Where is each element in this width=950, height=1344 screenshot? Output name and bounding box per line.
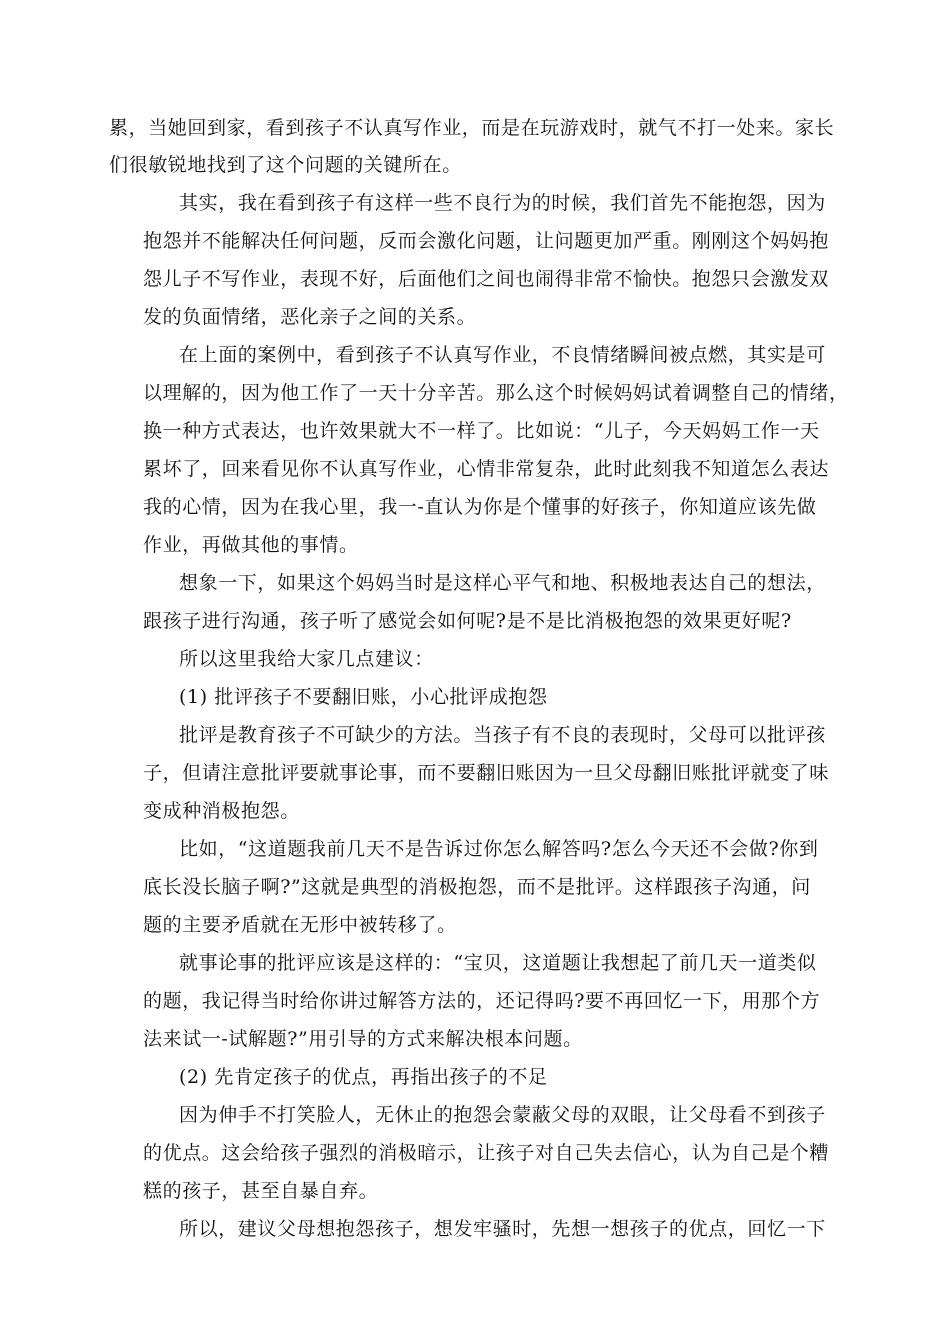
text-line: 累坏了，回来看见你不认真写作业，心情非常复杂，此时此刻我不知道怎么表达 xyxy=(143,458,830,480)
text-line: 在上面的案例中，看到孩子不认真写作业，不良情绪瞬间被点燃，其实是可 xyxy=(179,344,826,366)
text-line: 跟孩子进行沟通，孩子听了感觉会如何呢?是不是比消极抱怨的效果更好呢? xyxy=(143,610,792,632)
text-line: 底长没长脑子啊?”这就是典型的消极抱怨，而不是批评。这样跟孩子沟通，问 xyxy=(143,876,811,898)
list-heading: (1) 批评孩子不要翻旧账，小心批评成抱怨 xyxy=(179,686,548,708)
list-heading: (2) 先肯定孩子的优点，再指出孩子的不足 xyxy=(179,1066,548,1088)
text-line: 换一种方式表达，也许效果就大不一样了。比如说：“儿子，今天妈妈工作一天 xyxy=(143,420,820,442)
text-line: 想象一下，如果这个妈妈当时是这样心平气和地、积极地表达自己的想法， xyxy=(179,572,826,594)
text-line: 累，当她回到家，看到孩子不认真写作业，而是在玩游戏时，就气不打一处来。家长 xyxy=(109,117,835,139)
text-line: 题的主要矛盾就在无形中被转移了。 xyxy=(143,914,457,936)
text-line: 其实，我在看到孩子有这样一些不良行为的时候，我们首先不能抱怨，因为 xyxy=(179,192,826,214)
text-line: 的优点。这会给孩子强烈的消极暗示，让孩子对自己失去信心，认为自己是个糟 xyxy=(143,1142,830,1164)
text-line: 子，但请注意批评要就事论事，而不要翻旧账因为一旦父母翻旧账批评就变了味 xyxy=(143,762,830,784)
text-line: 比如，“这道题我前几天不是告诉过你怎么解答吗?怎么今天还不会做?你到 xyxy=(179,838,819,860)
text-line: 怨儿子不写作业，表现不好，后面他们之间也闹得非常不愉快。抱怨只会激发双 xyxy=(143,268,830,290)
text-line: 就事论事的批评应该是这样的：“宝贝，这道题让我想起了前几天一道类似 xyxy=(179,952,817,974)
text-line: 的题，我记得当时给你讲过解答方法的，还记得吗?要不再回忆一下，用那个方 xyxy=(143,990,821,1012)
text-line: 糕的孩子，甚至自暴自弃。 xyxy=(143,1180,379,1202)
text-line: 们很敏锐地找到了这个问题的关键所在。 xyxy=(109,154,462,176)
text-line: 以理解的，因为他工作了一天十分辛苦。那么这个时候妈妈试着调整自己的情绪， xyxy=(143,382,849,404)
text-line: 作业，再做其他的事情。 xyxy=(143,534,359,556)
text-line: 发的负面情绪，恶化亲子之间的关系。 xyxy=(143,306,477,328)
text-line: 抱怨并不能解决任何问题，反而会激化问题，让问题更加严重。刚刚这个妈妈抱 xyxy=(143,230,830,252)
text-line: 变成种消极抱怨。 xyxy=(143,800,300,822)
text-line: 法来试一-试解题?”用引导的方式来解决根本问题。 xyxy=(143,1028,583,1050)
text-line: 因为伸手不打笑脸人，无休止的抱怨会蒙蔽父母的双眼，让父母看不到孩子 xyxy=(179,1104,826,1126)
text-line: 批评是教育孩子不可缺少的方法。当孩子有不良的表现时，父母可以批评孩 xyxy=(179,724,826,746)
text-line: 所以，建议父母想抱怨孩子，想发牢骚时，先想一想孩子的优点，回忆一下 xyxy=(179,1218,826,1240)
text-line: 所以这里我给大家几点建议： xyxy=(179,648,434,670)
text-line: 我的心情，因为在我心里，我一-直认为你是个懂事的好孩子，你知道应该先做 xyxy=(143,496,817,518)
